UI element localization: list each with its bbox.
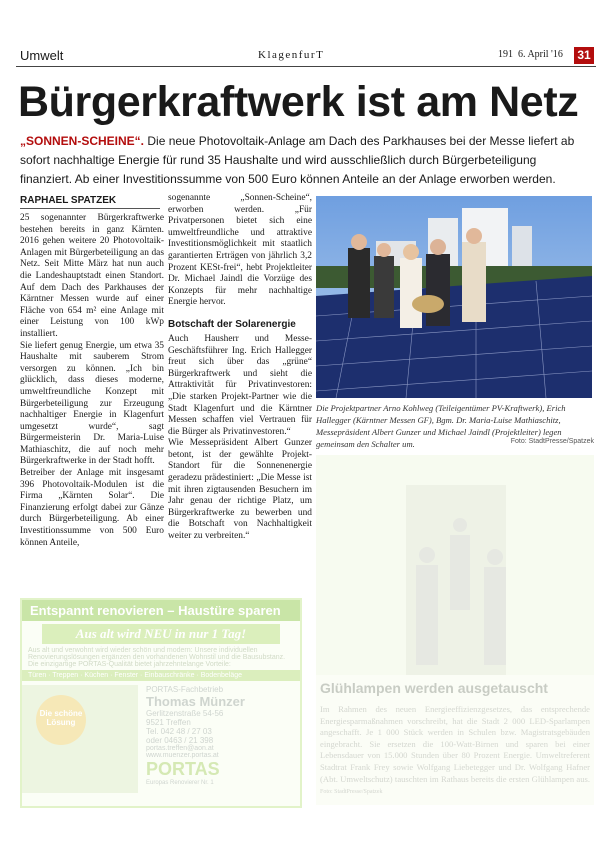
ad-banner: Entspannt renovieren – Haustüre sparen xyxy=(22,600,300,621)
faded-article-text: Im Rahmen des neuen Energieeffizienzgesetzes, das entsprechende Energiesparmaßnahmen vorschreibt, hat die Stadt 2 000 LED-Sparlampen angeschafft. Je 1 000 Stück werden in Schulen bzw. Magistratsgebäuden eingebracht. Sie ersetzen die 100-Watt-Birnen und sparen bei einer Lebensdauer von 15.000 Stunden über 80 Prozent Energie. Umweltreferent Stadtrat Frank Frey sowie Wolfgang Liebetegger und Dr. Wolfgang Hafner (Abt. Umweltschutz) tauschten im Rathaus bereits die ersten Glühlampen aus. xyxy=(320,704,590,784)
masthead: KlagenfurT xyxy=(258,49,325,61)
article-column-1 xyxy=(20,213,164,549)
photo-caption xyxy=(316,402,594,450)
article-column-2 xyxy=(168,193,312,543)
faded-article-headline: Glühlampen werden ausgetauscht xyxy=(320,680,548,696)
lead-kicker: „SONNEN-SCHEINE“. xyxy=(20,134,145,148)
author-byline: RAPHAEL SPATZEK xyxy=(20,195,160,209)
ad-features: Türen · Treppen · Küchen · Fenster · Einbauschränke · Bodenbeläge xyxy=(22,670,300,681)
ad-owner: Thomas Münzer xyxy=(146,694,245,709)
ad-badge: Die schöne Lösung xyxy=(36,695,86,745)
page-number: 31 xyxy=(574,47,594,64)
paragraph: 25 sogenannter Bürgerkraftwerke bestehen bereits in ganz Kärnten. 2016 gehen weitere 20 Photovoltaik-Anlagen mit Bürgerbeteiligung an das Netz. Seit Mitte März hat nun auch die Landeshauptstadt einen Standort. Auf dem Dach des Parkhauses der Kärntner Messen wurde auf einer Fläche von 654 m² eine Anlage mit einer Leistung von 100 kWp installiert. xyxy=(20,213,164,339)
section-rubric: Umwelt xyxy=(20,48,64,63)
header-divider xyxy=(16,66,596,67)
ad-company: PORTAS-Fachbetrieb xyxy=(146,685,224,694)
date: 6. April '16 xyxy=(518,49,563,60)
faded-article-body xyxy=(320,704,590,799)
photo-credit: Foto: StadtPresse/Spatzek xyxy=(510,438,594,445)
paragraph: sogenannte „Sonnen-Scheine“, erworben werden. „Für Privatpersonen bietet sich eine umweltfreundliche und attraktive Investitionsmöglichkeit mit staatlich garantierten Erträgen von jährlich 3,2 Prozent KESt-frei“, hebt Projektleiter Dr. Michael Jaindl die Vorzüge des Konzepts für mehr nachhaltige Energie hervor. xyxy=(168,193,312,308)
solar-roof-photo xyxy=(316,196,592,398)
caption-text: Die Projektpartner Arno Kohlweg (Teileigentümer PV-Kraftwerk), Erich Hallegger (Kärntner Messen GF), Bgm. Dr. Maria-Luise Mathiaschitz, Messepräsident Albert Gunzer und Michael Jaindl (Projektleiter) legen gemeinsam den Schalter um. xyxy=(316,403,566,449)
ad-brand-logo: PORTAS xyxy=(146,759,220,779)
issue-number: 191 xyxy=(498,49,513,60)
paragraph: Wie Messepräsident Albert Gunzer betont, ist der gewählte Projekt-Standort für die Sonnenenergie geradezu prädestiniert: „Die Messe ist mit ihren zigtausenden Besuchern im Jahr genau der richtige Platz, um Bürgerkraftwerke zu bewerben und die Botschaft von Nachhaltigkeit weiter zu verbreiten.“ xyxy=(168,438,312,542)
issue-date xyxy=(498,49,563,60)
paragraph: Sie liefert genug Energie, um etwa 35 Haushalte mit sauberem Strom versorgen zu können. „Ich bin glücklich, dass dieses moderne, umweltfreundliche Konzept mit Bürgerbeteiligung zur Erzeugung nachhaltiger Energie in Klagenfurt umgesetzt wurde“, sagt Bürgermeisterin Dr. Maria-Luise Mathiaschitz, die auf noch mehr Bürgerkraftwerke in der Stadt hofft. xyxy=(20,340,164,467)
lead-paragraph xyxy=(20,132,586,189)
paragraph: Auch Hausherr und Messe-Geschäftsführer Ing. Erich Hallegger freut sich über das „grüne“ Bürgerkraftwerk und sieht die Attraktivität für Privatinvestoren: „Die starken Projekt-Partner wie die Stadt Klagenfurt und die Kärntner Messen schaffen viel Vertrauen für die Bürger als Privatinvestoren.“ xyxy=(168,333,312,437)
faded-article-credit: Foto: StadtPresse/Spatzek xyxy=(320,789,383,796)
lead-text: Die neue Photovoltaik-Anlage am Dach des Parkhauses bei der Messe liefert ab sofort nachhaltige Energie für rund 35 Haushalte und wird ausschließlich durch Bürgerbeteiligung finanziert. Ab einer Investitionssumme von 500 Euro können Anteile an der Anlage erworben werden. xyxy=(20,134,575,186)
paragraph: Betreiber der Anlage mit insgesamt 396 Photovoltaik-Modulen ist die Firma „Kärnten Solar“. Die Finanzierung erfolgt dabei zur Gänze durch Bürgerbeteiligung. Ab einer Investitionssumme von 500 Euro können Anteile, xyxy=(20,468,164,548)
article-photo xyxy=(316,196,592,398)
ad-image xyxy=(22,685,138,793)
ad-text: Aus alt und verwohnt wird wieder schön und modern: Unsere individuellen Renovierungslösungen ergänzen den vorhandenen Wohnstil und die Bausubstanz. xyxy=(28,647,286,661)
faded-photo xyxy=(316,455,594,675)
ad-slogan: Aus alt wird NEU in nur 1 Tag! xyxy=(42,624,280,644)
ad-tagline: Europas Renovierer Nr. 1 xyxy=(146,780,214,786)
ad-address: Gerlitzenstraße 54-56 9521 Treffen xyxy=(146,709,224,727)
headline: Bürgerkraftwerk ist am Netz xyxy=(18,78,579,126)
ad-phone: Tel. 042 48 / 27 03 oder 0463 / 21 398 xyxy=(146,727,214,745)
advertisement[interactable] xyxy=(20,598,302,808)
ad-contact[interactable]: portas.treffen@aon.at www.muenzer.portas.at xyxy=(146,745,219,759)
subheading: Botschaft der Solarenergie xyxy=(168,318,296,330)
ad-text-2: Die einzigartige PORTAS-Qualität bietet jahrzehntelange Vorteile: xyxy=(28,661,231,668)
